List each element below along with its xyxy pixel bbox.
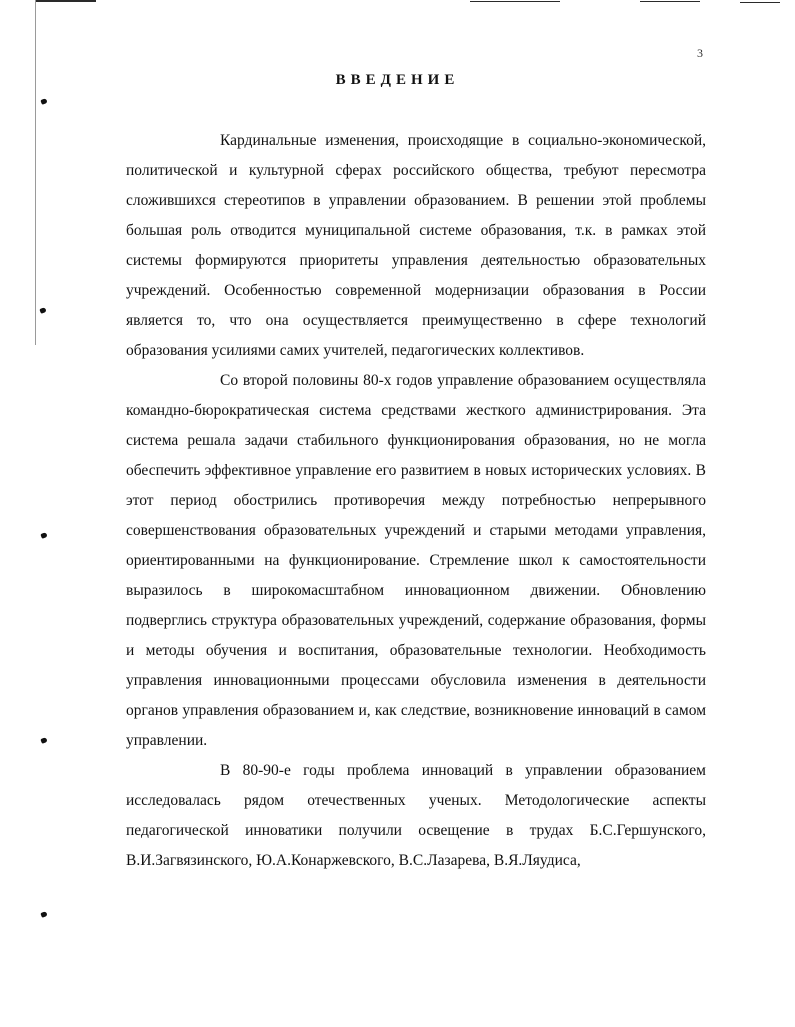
document-body	[126, 126, 706, 876]
page-title: ВВЕДЕНИЕ	[335, 72, 460, 88]
page-number: 3	[697, 46, 703, 60]
margin-mark	[39, 307, 46, 314]
paragraph-1: Кардинальные изменения, происходящие в социально-экономической, политической и культурной сферах российского общества, требуют пересмотра сложившихся стереотипов в управлении образованием. В решении этой проблемы большая роль отводится муниципальной системе образования, т.к. в рамках этой системы формируются приоритеты управления деятельностью образовательных учреждений. Особенностью современной модернизации образования в России является то, что она осуществляется преимущественно в сфере технологий образования усилиями самих учителей, педагогических коллективов.	[126, 132, 706, 359]
margin-mark	[40, 98, 47, 105]
scan-artifact-top-center	[470, 1, 560, 2]
paragraph-3: В 80-90-е годы проблема инноваций в управлении образованием исследовалась рядом отечественных ученых. Методологические аспекты педагогической инноватики получили освещение в трудах Б.С.Гершунского, В.И.Загвязинского, Ю.А.Конаржевского, В.С.Лазарева, В.Я.Ляудиса,	[126, 762, 706, 869]
scan-artifact-top-right	[640, 1, 700, 2]
margin-mark	[40, 911, 47, 918]
scan-artifact-top-far-right	[740, 2, 780, 3]
margin-mark	[40, 737, 47, 744]
scan-artifact-top-left	[36, 0, 96, 2]
paragraph-2: Со второй половины 80-х годов управление образованием осуществляла командно-бюрократическая система средствами жесткого администрирования. Эта система решала задачи стабильного функционирования образования, но не могла обеспечить эффективное управление его развитием в новых исторических условиях. В этот период обострились противоречия между потребностью непрерывного совершенствования образовательных учреждений и старыми методами управления, ориентированными на функционирование. Стремление школ к самостоятельности выразилось в широкомасштабном инновационном движении. Обновлению подверглись структура образовательных учреждений, содержание образования, формы и методы обучения и воспитания, образовательные технологии. Необходимость управления инновационными процессами обусловила изменения в деятельности органов управления образованием и, как следствие, возникновение инноваций в самом управлении.	[126, 372, 706, 749]
margin-mark	[40, 532, 47, 539]
scan-margin-rule	[35, 0, 36, 345]
